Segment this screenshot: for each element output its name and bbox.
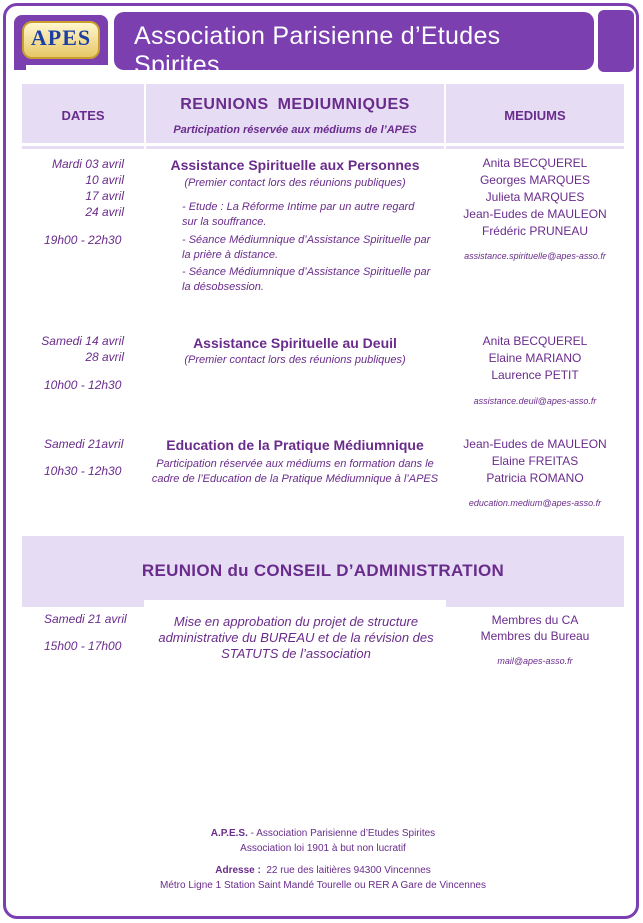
medium-name: Jean-Eudes de MAULEON [463, 437, 607, 451]
session-date: 28 avril [85, 350, 124, 364]
footer-org [22, 828, 624, 839]
session-email[interactable]: assistance.spirituelle@apes-asso.fr [464, 251, 606, 261]
session-date: Mardi 03 avril [51, 157, 124, 171]
session-date: Samedi 21avril [44, 437, 124, 451]
session-subtitle: (Premier contact lors des réunions publiques) [184, 177, 406, 189]
session-time: 10h30 - 12h30 [44, 464, 122, 478]
footer-transport: Métro Ligne 1 Station Saint Mandé Tourelle ou RER A Gare de Vincennes [160, 880, 486, 891]
conseil-date: Samedi 21 avril [44, 612, 127, 626]
column-header-reunions-subtitle: Participation réservée aux médiums de l’APES [173, 124, 417, 136]
medium-name: Anita BECQUEREL [482, 156, 588, 170]
session-date: 24 avril [85, 205, 124, 219]
header-band [14, 62, 26, 70]
session-title: Assistance Spirituelle au Deuil [193, 335, 397, 351]
footer-org-name: - Association Parisienne d’Etudes Spirites [247, 828, 436, 839]
session-date: 10 avril [85, 173, 124, 187]
conseil-member: Membres du CA [491, 613, 579, 627]
medium-name: Julieta MARQUES [485, 190, 585, 204]
medium-name: Laurence PETIT [491, 368, 579, 382]
footer-address-label: Adresse : [215, 865, 261, 876]
session-time: 19h00 - 22h30 [44, 233, 122, 247]
logo-text: APES [30, 25, 92, 50]
column-header-reunions: REUNIONS MEDIUMNIQUES [180, 96, 410, 113]
session-subtitle: (Premier contact lors des réunions publiques) [184, 354, 406, 366]
session-bullet: - Séance Médiumnique d’Assistance Spirituelle par la prière à distance. [182, 234, 431, 261]
session-title: Assistance Spirituelle aux Personnes [170, 157, 420, 173]
column-header-mediums: MEDIUMS [504, 108, 566, 123]
medium-name: Elaine FREITAS [491, 454, 579, 468]
header-separator [22, 146, 144, 149]
conseil-separator [446, 600, 624, 607]
session-email[interactable]: assistance.deuil@apes-asso.fr [473, 396, 597, 406]
conseil-separator [22, 600, 144, 607]
page-title: Association Parisienne d’Etudes Spirites [134, 22, 501, 79]
footer-address-value: 22 rue des laitières 94300 Vincennes [266, 865, 431, 876]
session-subtitle: Participation réservée aux médiums en formation dans le cadre de l’Education de la Pratique Médiumnique à l’APES [151, 458, 439, 485]
corner-decoration [598, 10, 634, 72]
header-separator [446, 146, 624, 149]
footer-legal: Association loi 1901 à but non lucratif [240, 843, 406, 854]
session-email[interactable]: education.medium@apes-asso.fr [468, 498, 602, 508]
conseil-email[interactable]: mail@apes-asso.fr [497, 656, 573, 666]
medium-name: Patricia ROMANO [486, 471, 584, 485]
session-date: Samedi 14 avril [41, 334, 124, 348]
medium-name: Jean-Eudes de MAULEON [463, 207, 607, 221]
medium-name: Frédéric PRUNEAU [481, 224, 589, 238]
medium-name: Georges MARQUES [479, 173, 591, 187]
apes-logo [22, 21, 100, 59]
session-title: Education de la Pratique Médiumnique [166, 437, 424, 453]
session-bullet: - Etude : La Réforme Intime par un autre regard sur la souffrance. [182, 201, 415, 228]
medium-name: Anita BECQUEREL [482, 334, 588, 348]
session-bullet: - Séance Médiumnique d’Assistance Spirituelle par la désobsession. [182, 266, 431, 293]
conseil-time: 15h00 - 17h00 [44, 639, 122, 653]
medium-name: Elaine MARIANO [488, 351, 582, 365]
footer-address [22, 865, 624, 876]
header-separator [146, 146, 444, 149]
session-date: 17 avril [85, 189, 124, 203]
footer-org-abbr: A.P.E.S. [210, 828, 248, 839]
session-time: 10h00 - 12h30 [44, 378, 122, 392]
conseil-description: Mise en approbation du projet de structure administrative du BUREAU et de la révision des STATUTS de l’association [158, 614, 434, 661]
conseil-title: REUNION du CONSEIL D’ADMINISTRATION [141, 561, 505, 580]
column-header-dates: DATES [61, 108, 105, 123]
conseil-member: Membres du Bureau [480, 629, 590, 643]
